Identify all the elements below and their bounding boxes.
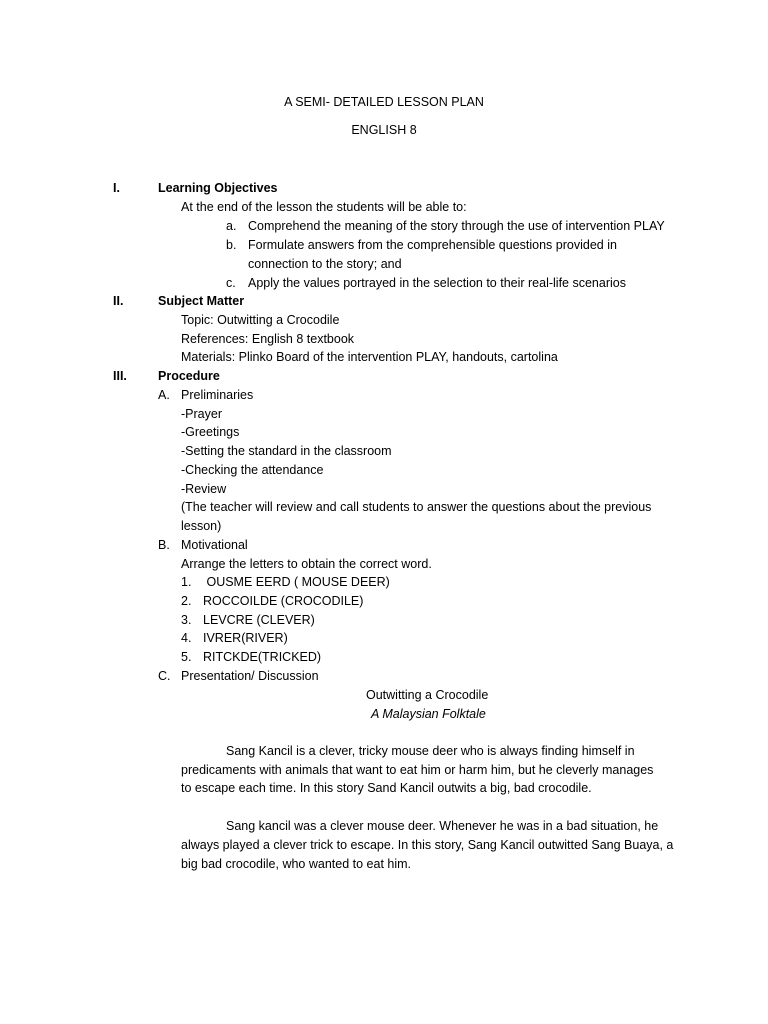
objective-marker-a: a. — [226, 219, 237, 233]
motivational-item-text: RITCKDE(TRICKED) — [203, 650, 322, 664]
objective-text-b-line1: Formulate answers from the comprehensible questions provided in — [248, 238, 617, 252]
objective-text-a: Comprehend the meaning of the story through the use of intervention PLAY — [248, 219, 665, 233]
section-numeral-subject: II. — [113, 294, 124, 308]
objective-marker-b: b. — [226, 238, 237, 252]
presentation-title: Presentation/ Discussion — [181, 669, 319, 683]
section-heading-objectives: Learning Objectives — [158, 181, 278, 195]
motivational-instruction: Arrange the letters to obtain the correct word. — [181, 557, 432, 571]
motivational-item-text: OUSME EERD ( MOUSE DEER) — [203, 575, 390, 589]
story-paragraph2-line: big bad crocodile, who wanted to eat him. — [181, 857, 411, 871]
preliminaries-item: -Checking the attendance — [181, 463, 324, 477]
story-subtitle: A Malaysian Folktale — [371, 707, 486, 721]
section-numeral-procedure: III. — [113, 369, 127, 383]
document-title: A SEMI- DETAILED LESSON PLAN — [284, 95, 484, 109]
story-paragraph1-line: Sang Kancil is a clever, tricky mouse deer who is always finding himself in — [226, 744, 635, 758]
preliminaries-marker: A. — [158, 388, 170, 402]
story-paragraph1-line: to escape each time. In this story Sand Kancil outwits a big, bad crocodile. — [181, 781, 592, 795]
preliminaries-item: (The teacher will review and call students to answer the questions about the previous — [181, 500, 652, 514]
motivational-item-marker: 5. — [181, 650, 192, 664]
motivational-item-text: IVRER(RIVER) — [203, 631, 288, 645]
motivational-item-marker: 3. — [181, 613, 192, 627]
preliminaries-title: Preliminaries — [181, 388, 254, 402]
subject-materials: Materials: Plinko Board of the intervention PLAY, handouts, cartolina — [181, 350, 558, 364]
objective-text-c: Apply the values portrayed in the selection to their real-life scenarios — [248, 276, 626, 290]
preliminaries-item: -Prayer — [181, 407, 222, 421]
motivational-item-marker: 4. — [181, 631, 192, 645]
subject-topic: Topic: Outwitting a Crocodile — [181, 313, 340, 327]
motivational-item-text: ROCCOILDE (CROCODILE) — [203, 594, 364, 608]
section-heading-subject: Subject Matter — [158, 294, 245, 308]
objective-text-b-line2: connection to the story; and — [248, 257, 402, 271]
preliminaries-item: lesson) — [181, 519, 222, 533]
objective-marker-c: c. — [226, 276, 236, 290]
motivational-item-marker: 1. — [181, 575, 192, 589]
story-paragraph2-line: Sang kancil was a clever mouse deer. Whenever he was in a bad situation, he — [226, 819, 659, 833]
presentation-marker: C. — [158, 669, 171, 683]
story-paragraph1-line: predicaments with animals that want to eat him or harm him, but he cleverly manages — [181, 763, 654, 777]
story-title: Outwitting a Crocodile — [366, 688, 489, 702]
preliminaries-item: -Setting the standard in the classroom — [181, 444, 392, 458]
objectives-intro: At the end of the lesson the students will be able to: — [181, 200, 467, 214]
preliminaries-item: -Greetings — [181, 425, 240, 439]
subject-references: References: English 8 textbook — [181, 332, 355, 346]
motivational-title: Motivational — [181, 538, 248, 552]
motivational-item-text: LEVCRE (CLEVER) — [203, 613, 315, 627]
motivational-marker: B. — [158, 538, 170, 552]
preliminaries-item: -Review — [181, 482, 227, 496]
section-heading-procedure: Procedure — [158, 369, 220, 383]
document-subtitle: ENGLISH 8 — [351, 123, 417, 137]
story-paragraph2-line: always played a clever trick to escape. In this story, Sang Kancil outwitted Sang Buaya, a — [181, 838, 674, 852]
section-numeral-objectives: I. — [113, 181, 120, 195]
motivational-item-marker: 2. — [181, 594, 192, 608]
